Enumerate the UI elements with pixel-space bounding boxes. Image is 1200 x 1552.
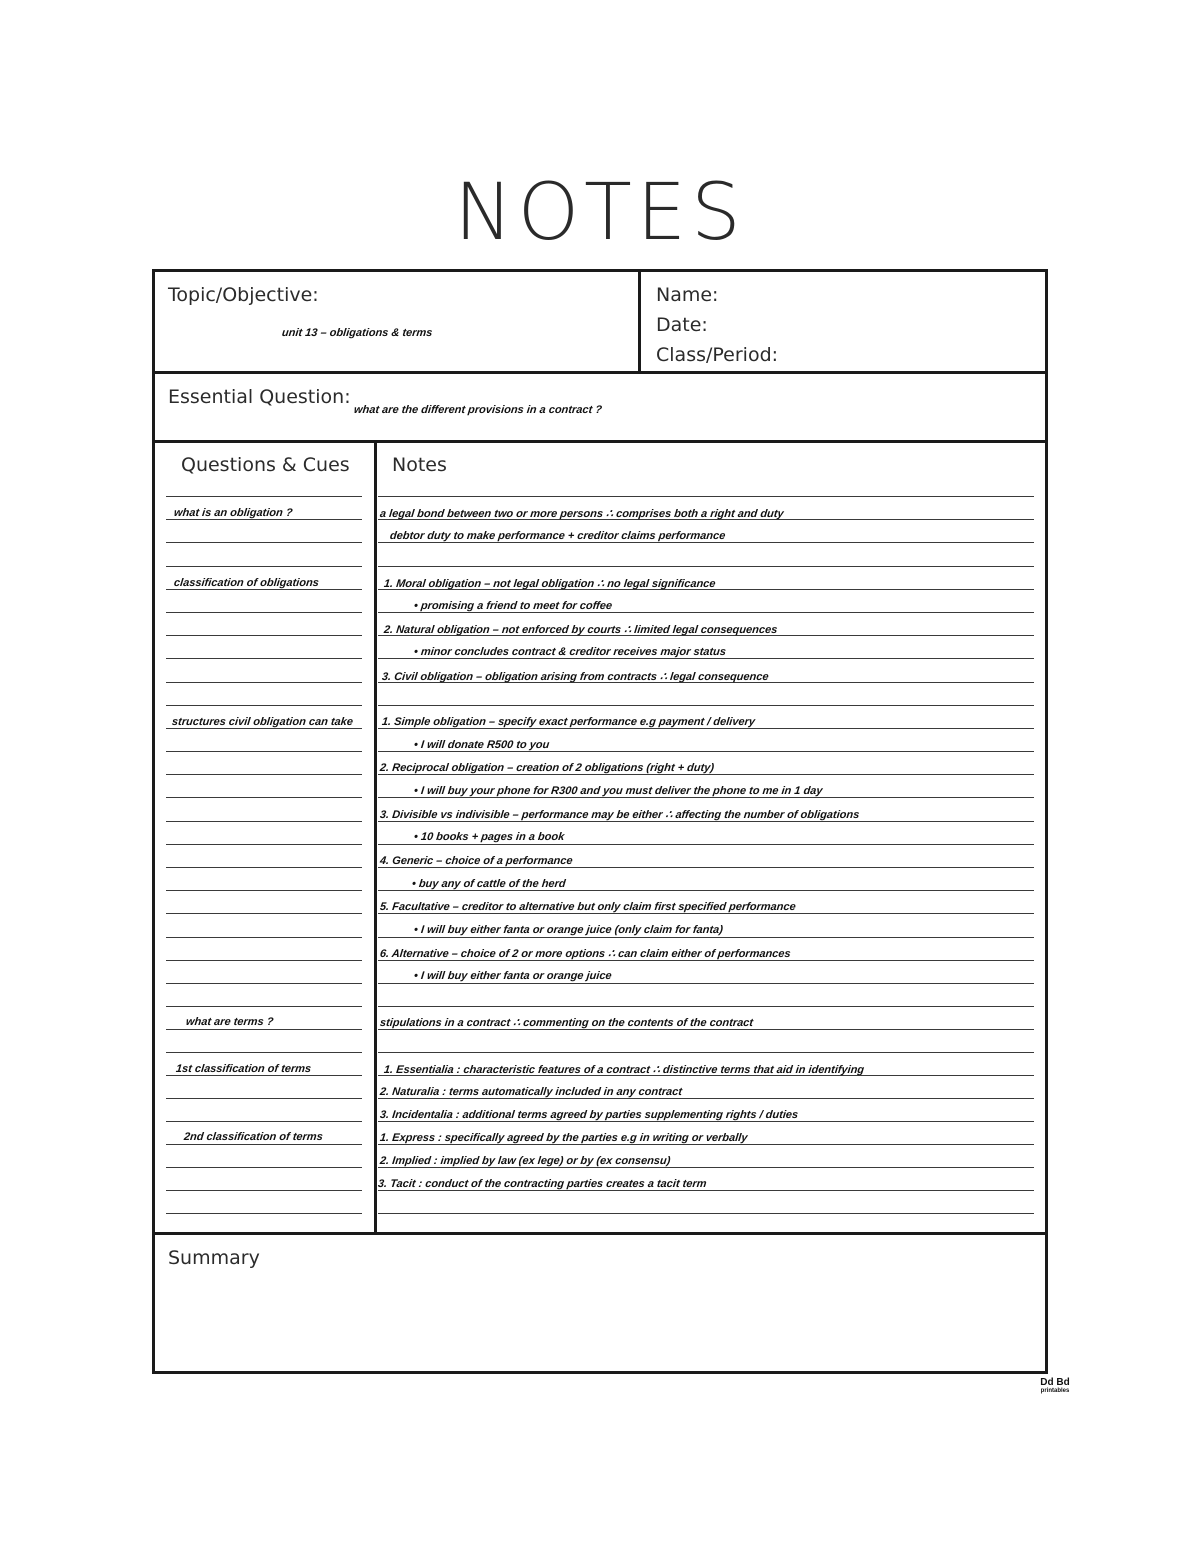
- cue-item[interactable]: classification of obligations: [173, 577, 320, 589]
- note-line[interactable]: 4. Generic – choice of a performance: [379, 855, 574, 867]
- note-line[interactable]: • minor concludes contract & creditor receives major status: [413, 646, 727, 658]
- cue-rule: [166, 1144, 362, 1145]
- note-line[interactable]: 1. Express : specifically agreed by the parties e.g in writing or verbally: [379, 1132, 749, 1144]
- note-line[interactable]: stipulations in a contract ∴ commenting on the contents of the contract: [379, 1017, 754, 1029]
- cue-item[interactable]: what are terms ?: [185, 1016, 275, 1028]
- cue-rule: [166, 658, 362, 659]
- essential-question-value[interactable]: what are the different provisions in a contract ?: [353, 404, 603, 416]
- note-line[interactable]: 2. Reciprocal obligation – creation of 2 obligations (right + duty): [379, 762, 715, 774]
- cue-rule: [166, 612, 362, 613]
- cue-rule: [166, 1052, 362, 1053]
- brand-logo-mark: Dd Bd: [1040, 1377, 1070, 1388]
- cue-rule: [166, 844, 362, 845]
- cue-rule: [166, 751, 362, 752]
- summary-label: Summary: [168, 1247, 260, 1269]
- name-label: Name:: [656, 284, 719, 306]
- frame-right-border: [1045, 269, 1048, 1374]
- note-rule: [378, 960, 1034, 961]
- topic-label: Topic/Objective:: [168, 284, 319, 306]
- cue-rule: [166, 1075, 362, 1076]
- note-line[interactable]: 3. Civil obligation – obligation arising from contracts ∴ legal consequence: [381, 671, 770, 683]
- note-rule: [378, 1006, 1034, 1007]
- note-rule: [378, 821, 1034, 822]
- essential-question-label: Essential Question:: [168, 386, 351, 408]
- note-rule: [378, 1144, 1034, 1145]
- cue-rule: [166, 867, 362, 868]
- cue-rule: [166, 1029, 362, 1030]
- note-rule: [378, 890, 1034, 891]
- note-rule: [378, 566, 1034, 567]
- note-rule: [378, 1052, 1034, 1053]
- note-line[interactable]: 5. Facultative – creditor to alternative but only claim first specified performance: [379, 901, 797, 913]
- note-rule: [378, 1213, 1034, 1214]
- essential-divider: [152, 440, 1048, 443]
- cue-item[interactable]: structures civil obligation can take: [171, 716, 354, 728]
- note-line[interactable]: • buy any of cattle of the herd: [411, 878, 567, 890]
- frame-bottom-border: [152, 1371, 1048, 1374]
- cue-rule: [166, 1190, 362, 1191]
- cue-rule: [166, 519, 362, 520]
- cue-rule: [166, 1167, 362, 1168]
- note-line[interactable]: • I will donate R500 to you: [413, 739, 550, 751]
- note-line[interactable]: 1. Simple obligation – specify exact performance e.g payment / delivery: [381, 716, 756, 728]
- note-rule: [378, 797, 1034, 798]
- cue-rule: [166, 774, 362, 775]
- note-line[interactable]: a legal bond between two or more persons ∴ comprises both a right and duty: [379, 508, 785, 520]
- cue-rule: [166, 821, 362, 822]
- note-rule: [378, 1121, 1034, 1122]
- note-rule: [378, 913, 1034, 914]
- note-line[interactable]: 2. Implied : implied by law (ex lege) or by (ex consensu): [379, 1155, 671, 1167]
- note-line[interactable]: • I will buy either fanta or orange juice (only claim for fanta): [413, 924, 724, 936]
- cue-rule: [166, 682, 362, 683]
- note-line[interactable]: 1. Essentialia : characteristic features of a contract ∴ distinctive terms that aid in identifying: [383, 1064, 865, 1076]
- note-rule: [378, 774, 1034, 775]
- cue-rule: [166, 983, 362, 984]
- page-title: NOTES: [454, 168, 746, 258]
- cue-rule: [166, 1006, 362, 1007]
- cue-rule: [166, 890, 362, 891]
- cue-rule: [166, 705, 362, 706]
- note-rule: [378, 1029, 1034, 1030]
- note-line[interactable]: 2. Natural obligation – not enforced by courts ∴ limited legal consequences: [383, 624, 778, 636]
- notes-header: Notes: [392, 454, 447, 476]
- note-line[interactable]: 3. Divisible vs indivisible – performance may be either ∴ affecting the number of obligations: [379, 809, 860, 821]
- topic-value[interactable]: unit 13 – obligations & terms: [281, 327, 433, 339]
- note-line[interactable]: • 10 books + pages in a book: [413, 831, 565, 843]
- summary-divider: [152, 1232, 1048, 1235]
- cue-item[interactable]: 2nd classification of terms: [183, 1131, 324, 1143]
- cue-rule: [166, 542, 362, 543]
- note-rule: [378, 728, 1034, 729]
- note-rule: [378, 937, 1034, 938]
- brand-logo-text: printables: [1040, 1388, 1070, 1394]
- cue-rule: [166, 566, 362, 567]
- cue-rule: [166, 635, 362, 636]
- cue-item[interactable]: what is an obligation ?: [173, 507, 294, 519]
- cue-item[interactable]: 1st classification of terms: [175, 1063, 312, 1075]
- cues-header: Questions & Cues: [181, 454, 350, 476]
- note-line[interactable]: 6. Alternative – choice of 2 or more options ∴ can claim either of performances: [379, 948, 792, 960]
- note-rule: [378, 751, 1034, 752]
- note-rule: [378, 867, 1034, 868]
- cue-rule: [166, 1213, 362, 1214]
- cue-rule: [166, 496, 362, 497]
- header-column-divider: [638, 269, 641, 373]
- note-line[interactable]: • promising a friend to meet for coffee: [413, 600, 613, 612]
- note-rule: [378, 983, 1034, 984]
- cue-rule: [166, 913, 362, 914]
- cue-rule: [166, 960, 362, 961]
- note-rule: [378, 705, 1034, 706]
- note-line[interactable]: • I will buy either fanta or orange juice: [413, 970, 613, 982]
- cue-rule: [166, 1121, 362, 1122]
- cue-rule: [166, 937, 362, 938]
- note-line[interactable]: 2. Naturalia : terms automatically included in any contract: [379, 1086, 683, 1098]
- cues-column-divider: [374, 440, 377, 1234]
- note-rule: [378, 1190, 1034, 1191]
- class-label: Class/Period:: [656, 344, 779, 366]
- note-line[interactable]: 3. Incidentalia : additional terms agreed by parties supplementing rights / duties: [379, 1109, 799, 1121]
- header-divider: [152, 371, 1048, 374]
- frame-left-border: [152, 269, 155, 1374]
- note-line[interactable]: 3. Tacit : conduct of the contracting parties creates a tacit term: [377, 1178, 708, 1190]
- note-rule: [378, 658, 1034, 659]
- note-rule: [378, 542, 1034, 543]
- note-rule: [378, 844, 1034, 845]
- note-rule: [378, 612, 1034, 613]
- cue-rule: [166, 728, 362, 729]
- note-line[interactable]: • I will buy your phone for R300 and you must deliver the phone to me in 1 day: [413, 785, 824, 797]
- cue-rule: [166, 797, 362, 798]
- note-line[interactable]: debtor duty to make performance + creditor claims performance: [389, 530, 726, 542]
- note-rule: [378, 1167, 1034, 1168]
- cue-rule: [166, 1098, 362, 1099]
- note-line[interactable]: 1. Moral obligation – not legal obligation ∴ no legal significance: [383, 578, 717, 590]
- note-rule: [378, 496, 1034, 497]
- cue-rule: [166, 589, 362, 590]
- frame-top-border: [152, 269, 1048, 272]
- note-rule: [378, 1098, 1034, 1099]
- date-label: Date:: [656, 314, 708, 336]
- brand-logo: [1032, 1378, 1078, 1396]
